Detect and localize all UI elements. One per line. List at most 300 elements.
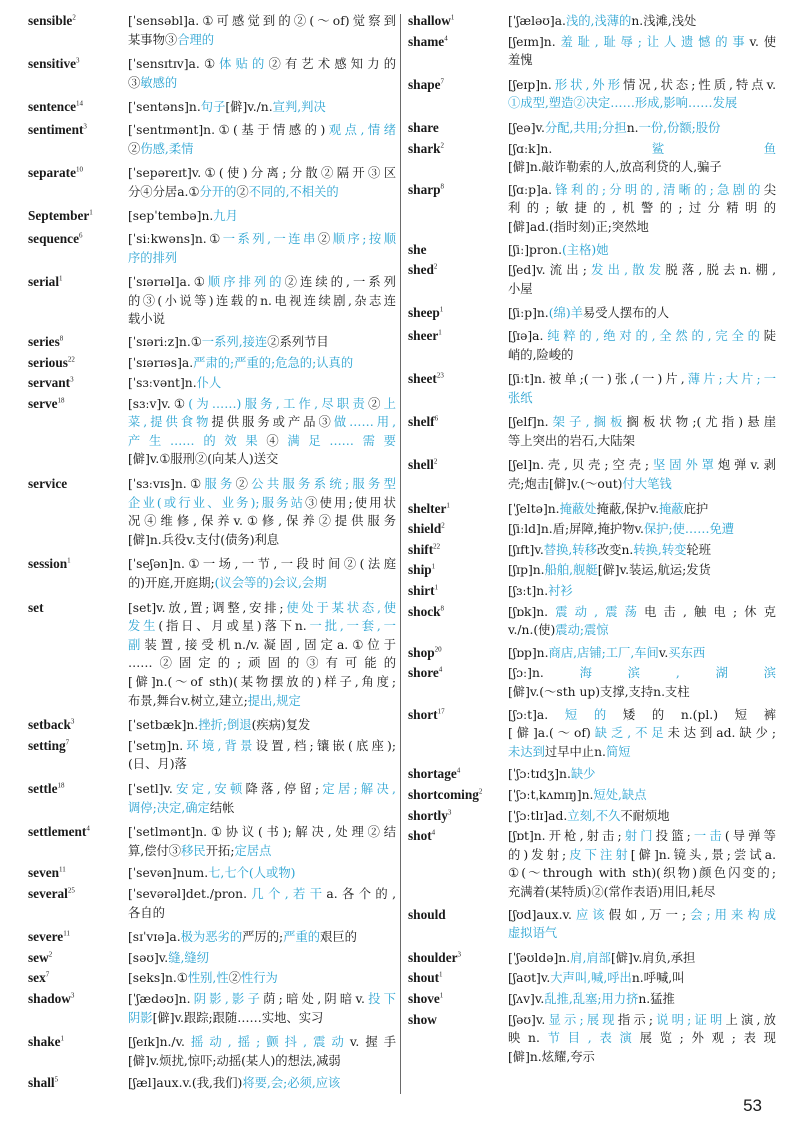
dictionary-entry <box>28 928 396 947</box>
definition <box>508 327 776 364</box>
headword <box>408 456 508 493</box>
definition <box>128 928 396 947</box>
definition-text: (疾病)复发 <box>251 718 311 733</box>
definition-line <box>128 12 396 31</box>
headword <box>408 644 508 663</box>
headword <box>28 990 128 1027</box>
highlighted-meaning: 做……用, <box>333 415 396 430</box>
headword <box>408 541 508 560</box>
definition-line <box>128 374 396 393</box>
definition-line <box>508 12 776 31</box>
definition-text: [ʃiː]pron. <box>508 242 562 257</box>
dictionary-entry <box>28 374 396 393</box>
definition-line <box>128 494 396 513</box>
definition-text: [ʃed]v.流出; <box>508 263 587 278</box>
definition <box>508 119 776 138</box>
definition-text: [ʃɪə]a. <box>508 328 544 343</box>
highlighted-meaning: 伤感,柔情 <box>140 141 194 156</box>
dictionary-entry <box>408 76 776 113</box>
dictionary-entry <box>408 1011 776 1067</box>
frequency-count: 3 <box>76 56 80 65</box>
headword <box>408 827 508 901</box>
headword-text: setback <box>28 717 71 733</box>
definition-line <box>508 346 776 365</box>
dictionary-entry <box>28 164 396 201</box>
definition-line <box>128 292 396 311</box>
highlighted-meaning: 船舶,舰艇 <box>544 563 598 578</box>
headword <box>408 906 508 943</box>
definition-text: 利的;敏捷的,机警的;过分精明的 <box>508 201 776 216</box>
frequency-count: 3 <box>70 991 75 1000</box>
dictionary-entry <box>28 555 396 592</box>
highlighted-meaning: 挫折;倒退 <box>198 718 252 733</box>
highlighted-meaning: 射门 <box>621 829 656 844</box>
headword-text: sharp <box>408 181 441 197</box>
highlighted-meaning: 严重的 <box>283 930 321 945</box>
definition-line <box>128 949 396 968</box>
definition <box>508 241 776 260</box>
dictionary-entry <box>28 864 396 883</box>
definition-text: 轮班 <box>686 542 712 557</box>
definition-text: [ˈsetl]v. <box>128 781 173 796</box>
definition-line <box>508 389 776 408</box>
definition-line <box>128 512 396 531</box>
dictionary-entry <box>28 599 396 711</box>
highlighted-meaning: 浅的,浅薄的 <box>565 14 632 28</box>
headword-text: shop <box>408 644 435 660</box>
highlighted-meaning: 阴影,影子 <box>190 991 264 1006</box>
dictionary-entry <box>408 241 776 260</box>
headword-text: series <box>28 333 60 349</box>
dictionary-entry <box>28 395 396 469</box>
highlighted-meaning: 会;用来构成 <box>686 907 776 922</box>
definition-text: [ʃiːt]n.被单;(一)张,(一)片, <box>508 372 685 387</box>
highlighted-meaning: 宣判,判决 <box>272 100 326 115</box>
headword-text: shelter <box>408 500 447 516</box>
definition-line <box>508 1011 776 1030</box>
highlighted-meaning: 一系列,接连 <box>201 334 268 349</box>
dictionary-entry <box>408 906 776 943</box>
headword <box>408 949 508 968</box>
definition <box>508 500 776 519</box>
definition-line <box>508 33 776 52</box>
frequency-count: 11 <box>59 865 66 874</box>
dictionary-entry <box>28 1074 396 1093</box>
highlighted-meaning: (为……)服务,工作,尽职责 <box>188 396 369 411</box>
definition-text: [ˈseʃən]n.①一场,一节,一段时间②(法庭 <box>128 557 396 572</box>
definition <box>508 706 776 762</box>
frequency-count: 20 <box>434 645 442 654</box>
definition <box>128 885 396 922</box>
headword-text: shortage <box>408 766 457 782</box>
definition-text: 荫;暗处,阴暗v. <box>263 991 365 1006</box>
definition-text: ②系列节目 <box>267 334 329 349</box>
headword <box>408 807 508 826</box>
highlighted-meaning: 顺序排列的 <box>207 275 285 290</box>
definition <box>128 780 396 817</box>
headword <box>28 164 128 201</box>
definition-text: v./n.(使) <box>508 623 556 638</box>
definition-line <box>508 786 776 805</box>
definition-line <box>128 140 396 159</box>
definition-text: ② <box>235 477 252 492</box>
frequency-count: 3 <box>83 122 87 131</box>
dictionary-entry <box>408 664 776 701</box>
headword <box>408 706 508 762</box>
highlighted-meaning: 极为恶劣的 <box>180 930 243 945</box>
frequency-count: 8 <box>440 182 445 191</box>
definition-text: [ˈsiːkwəns]n.① <box>128 231 223 246</box>
headword <box>408 990 508 1009</box>
headword <box>408 664 508 701</box>
highlighted-meaning: 未达到 <box>508 744 545 759</box>
definition-line <box>128 183 396 202</box>
definition-line <box>508 827 776 846</box>
headword-text: share <box>408 119 439 135</box>
definition-line <box>128 1052 396 1071</box>
dictionary-entry <box>408 786 776 805</box>
headword-text: shock <box>408 603 441 619</box>
frequency-count: 4 <box>438 665 443 674</box>
headword <box>28 354 128 373</box>
definition-text: [僻]a.(～of) <box>508 726 591 741</box>
headword-text: serial <box>28 274 60 290</box>
highlighted-meaning: 节目,表演 <box>539 1031 640 1046</box>
frequency-count: 2 <box>72 13 76 22</box>
headword-text: shortly <box>408 807 448 823</box>
definition <box>508 664 776 701</box>
definition-text: [ʃɔː]n. <box>508 666 544 681</box>
definition <box>128 121 396 158</box>
definition-line <box>128 230 396 249</box>
definition-text: [僻]n.敲诈勒索的人,放高利贷的人,骗子 <box>508 160 722 175</box>
definition-line <box>128 617 396 636</box>
frequency-count: 4 <box>431 828 436 837</box>
definition <box>508 456 776 493</box>
headword <box>408 181 508 237</box>
headword-text: shield <box>408 521 442 537</box>
highlighted-meaning: 付大笔钱 <box>622 477 672 492</box>
dictionary-entry <box>28 969 396 988</box>
definition-text: [sɜːv]v.① <box>128 396 189 411</box>
definition <box>128 969 396 988</box>
headword <box>408 561 508 580</box>
headword <box>408 119 508 138</box>
headword-text: shark <box>408 140 441 156</box>
highlighted-meaning: 序的排列 <box>128 250 178 265</box>
highlighted-meaning: 移民 <box>181 843 206 858</box>
headword <box>28 395 128 469</box>
definition-text: [僻]n.兵役v.支付(债务)利息 <box>128 532 280 547</box>
headword <box>28 55 128 92</box>
definition-line <box>508 413 776 432</box>
dictionary-entry <box>28 354 396 373</box>
definition <box>128 98 396 117</box>
headword <box>408 140 508 177</box>
definition-text: 峭的,险峻的 <box>508 347 574 362</box>
dictionary-entry <box>28 885 396 922</box>
headword <box>408 76 508 113</box>
definition <box>128 599 396 711</box>
definition-line <box>508 51 776 70</box>
definition-text: [ʃɜːt]n. <box>508 584 549 599</box>
headword <box>28 928 128 947</box>
headword <box>28 1033 128 1070</box>
headword-text: seven <box>28 865 60 881</box>
definition-line <box>508 969 776 988</box>
definition-text: [ʃaʊt]v. <box>508 971 551 986</box>
definition-line <box>508 807 776 826</box>
definition-text: 改变n. <box>596 542 634 557</box>
definition-line <box>508 582 776 601</box>
definition-text: [ˈsetbæk]n. <box>128 718 199 733</box>
definition-text: 投篮; <box>655 829 691 844</box>
highlighted-meaning: 替换,转移 <box>543 542 597 557</box>
definition-line <box>128 654 396 673</box>
definition-text: 搁板状物;(尤指)悬崖 <box>626 415 776 430</box>
dictionary-entry <box>408 520 776 539</box>
highlighted-meaning: 一系列,一连串 <box>222 231 318 246</box>
headword-text: settle <box>28 780 58 796</box>
definition-text: (指日、月或星)落下n. <box>158 619 307 634</box>
highlighted-meaning: 公共服务系统;服务型 <box>251 477 396 492</box>
definition <box>508 12 776 31</box>
headword-text: sheep <box>408 305 440 321</box>
definition-text: 未达到ad.缺少; <box>667 726 776 741</box>
highlighted-meaning: 敏感的 <box>140 75 178 90</box>
definition-text: [僻]v.装运,航运;发货 <box>597 563 711 578</box>
definition-line <box>508 644 776 663</box>
definition <box>508 520 776 539</box>
definition <box>508 541 776 560</box>
definition-text: n.浅滩,浅处 <box>631 14 697 28</box>
definition-text: [ʃɒp]n. <box>508 645 549 660</box>
highlighted-meaning: 一击 <box>690 829 725 844</box>
definition-text: [僻]v.肩负,承担 <box>610 950 696 965</box>
definition-text: [ˈsetlmənt]n.①协议(书);解决,处理②结 <box>128 825 396 840</box>
definition-text: 过早中止n. <box>544 744 606 759</box>
definition-text: 艰巨的 <box>320 930 357 945</box>
definition <box>508 140 776 177</box>
dictionary-entry <box>408 304 776 323</box>
frequency-count: 1 <box>67 557 71 566</box>
definition-text: [ˈʃɔːtˌkʌmɪŋ]n. <box>508 787 594 802</box>
definition-text: [ˈsɜːvənt]n. <box>128 376 197 391</box>
definition-text: [僻]ad.(指时刻)正;突然地 <box>508 219 649 234</box>
highlighted-meaning: 投下 <box>364 991 396 1006</box>
definition-line <box>508 520 776 539</box>
definition-line <box>508 1048 776 1067</box>
definition-text: 的)发射; <box>508 847 567 862</box>
definition-line <box>128 673 396 692</box>
headword <box>28 716 128 735</box>
headword-text: sensitive <box>28 56 77 72</box>
highlighted-meaning: 服务 <box>204 477 236 492</box>
definition-text: [ˈʃæləʊ]a. <box>508 14 566 28</box>
definition-text: [僻]n.镜头,景;尝试a. <box>630 847 776 862</box>
headword <box>408 241 508 260</box>
highlighted-meaning: 七,七个(人或物) <box>208 866 296 881</box>
headword-text: shoulder <box>408 949 458 965</box>
definition <box>508 370 776 407</box>
definition-text: [ˈsetɪŋ]n. <box>128 738 184 753</box>
definition <box>128 273 396 329</box>
headword <box>28 969 128 988</box>
definition-line <box>508 724 776 743</box>
definition <box>128 333 396 352</box>
definition-text: 结帐 <box>209 800 235 815</box>
definition <box>128 230 396 267</box>
definition-line <box>508 199 776 218</box>
definition-text: ③使用;使用状 <box>305 495 396 510</box>
headword-text: shore <box>408 665 439 681</box>
definition-line <box>128 413 396 432</box>
definition-line <box>508 864 776 883</box>
definition-line <box>508 846 776 865</box>
dictionary-entry <box>408 765 776 784</box>
headword-text: shake <box>28 1034 61 1050</box>
dictionary-entry <box>408 827 776 901</box>
definition-text: 不耐烦地 <box>620 808 670 823</box>
headword-text: sheet <box>408 371 437 387</box>
dictionary-entry <box>28 12 396 49</box>
headword <box>28 1074 128 1093</box>
headword-text: severe <box>28 929 64 945</box>
definition-line <box>128 395 396 414</box>
frequency-count: 2 <box>433 262 438 271</box>
frequency-count: 2 <box>478 787 483 796</box>
frequency-count: 25 <box>67 886 75 895</box>
frequency-count: 5 <box>54 1075 59 1084</box>
definition-text: 上演,放 <box>725 1012 776 1027</box>
definition <box>128 55 396 92</box>
frequency-count: 3 <box>70 717 75 726</box>
dictionary-entry <box>408 261 776 298</box>
dictionary-entry <box>28 333 396 352</box>
frequency-count: 3 <box>447 808 452 817</box>
highlighted-meaning: 锋利的;分明的,清晰的;急剧的 <box>552 182 764 197</box>
highlighted-meaning: 缺少 <box>570 767 596 782</box>
highlighted-meaning: (主格)她 <box>562 242 609 257</box>
definition-text: 设置,档;镶嵌(底座); <box>255 738 396 753</box>
definition-text: ② <box>368 396 384 411</box>
headword <box>408 33 508 70</box>
definition-text: 矮的n.(pl.)短裤 <box>622 707 776 722</box>
definition-text: [seks]n.① <box>128 971 188 986</box>
highlighted-meaning: 性别,性 <box>187 971 229 986</box>
definition <box>128 1033 396 1070</box>
definition-line <box>508 158 776 177</box>
definition-text: 展览;外观;表现 <box>639 1031 776 1046</box>
definition <box>128 737 396 774</box>
dictionary-entry <box>408 644 776 663</box>
definition-line <box>128 531 396 550</box>
dictionary-entry <box>408 807 776 826</box>
definition-text: 布景,舞台v.树立,建立; <box>128 693 248 708</box>
definition <box>508 1011 776 1067</box>
definition-text: ② <box>236 184 249 199</box>
headword <box>28 98 128 117</box>
definition-text: v. <box>658 645 669 660</box>
definition <box>508 304 776 323</box>
definition <box>508 827 776 901</box>
frequency-count: 1 <box>450 13 455 22</box>
dictionary-entry <box>408 541 776 560</box>
headword <box>28 374 128 393</box>
definition-text: 分④分居a.① <box>128 184 200 199</box>
headword <box>28 555 128 592</box>
frequency-count: 14 <box>76 99 83 108</box>
highlighted-meaning: 简短 <box>605 744 631 759</box>
definition <box>128 164 396 201</box>
definition-line <box>128 842 396 861</box>
definition-text: ②连续的,一系列 <box>284 275 396 290</box>
definition-text: 庇护 <box>683 501 709 516</box>
highlighted-meaning: 震动;震惊 <box>555 623 609 638</box>
frequency-count: 11 <box>63 929 70 938</box>
definition-line <box>128 164 396 183</box>
definition <box>508 582 776 601</box>
highlighted-meaning: 满足……需要 <box>287 433 396 448</box>
definition-line <box>128 310 396 329</box>
headword <box>28 207 128 226</box>
highlighted-meaning: 掩蔽 <box>658 501 684 516</box>
definition-text: [ʃɔːt]a. <box>508 707 549 722</box>
frequency-count: 22 <box>67 355 75 364</box>
definition-text: 小屋 <box>508 281 533 296</box>
definition-text: [僻]v.①服刑②(向某人)送交 <box>128 452 279 467</box>
definition-text: 电击,触电;休克 <box>644 604 776 619</box>
definition-text: n.呼喊,叫 <box>631 971 685 986</box>
definition <box>508 33 776 70</box>
definition-line <box>508 218 776 237</box>
frequency-count: 4 <box>456 766 461 775</box>
definition <box>128 555 396 592</box>
definition <box>128 207 396 226</box>
dictionary-entry <box>28 230 396 267</box>
definition-text: ③ <box>128 75 141 90</box>
dictionary-entry <box>28 121 396 158</box>
definition-line <box>128 823 396 842</box>
headword <box>28 475 128 549</box>
frequency-count: 1 <box>60 1034 65 1043</box>
definition-text: [僻]v.跟踪;跟随……实地、实习 <box>152 1010 324 1025</box>
frequency-count: 8 <box>440 604 445 613</box>
definition-text: ……②固定的;顽固的③有可能的 <box>128 656 396 671</box>
frequency-count: 1 <box>439 970 443 979</box>
definition-line <box>508 1029 776 1048</box>
definition-text: [ˈsepəreɪt]v.①(使)分离;分散②隔开③区 <box>128 166 396 181</box>
headword <box>28 885 128 922</box>
dictionary-entry <box>408 456 776 493</box>
headword <box>28 333 128 352</box>
definition <box>128 990 396 1027</box>
definition-text: n.猛推 <box>638 991 675 1006</box>
dictionary-column-left <box>28 12 396 1093</box>
headword-text: sensible <box>28 13 73 28</box>
definition-text: 壳;炮击[僻]v.(～out) <box>508 477 623 492</box>
definition-line <box>508 664 776 683</box>
highlighted-meaning: 衬衫 <box>548 584 573 599</box>
definition-text: [ʃɒt]n.开枪,射击; <box>508 829 622 844</box>
definition-text: 的)开庭,开庭期; <box>128 576 215 591</box>
definition-line <box>128 1009 396 1028</box>
highlighted-meaning: 掩蔽处 <box>559 501 597 516</box>
headword <box>408 370 508 407</box>
definition-text: [ʃɒk]n. <box>508 604 549 619</box>
highlighted-meaning: 缝,缝纫 <box>168 950 210 965</box>
definition-text: ①(～through with sth)(织物)颜色闪变的; <box>508 866 776 881</box>
